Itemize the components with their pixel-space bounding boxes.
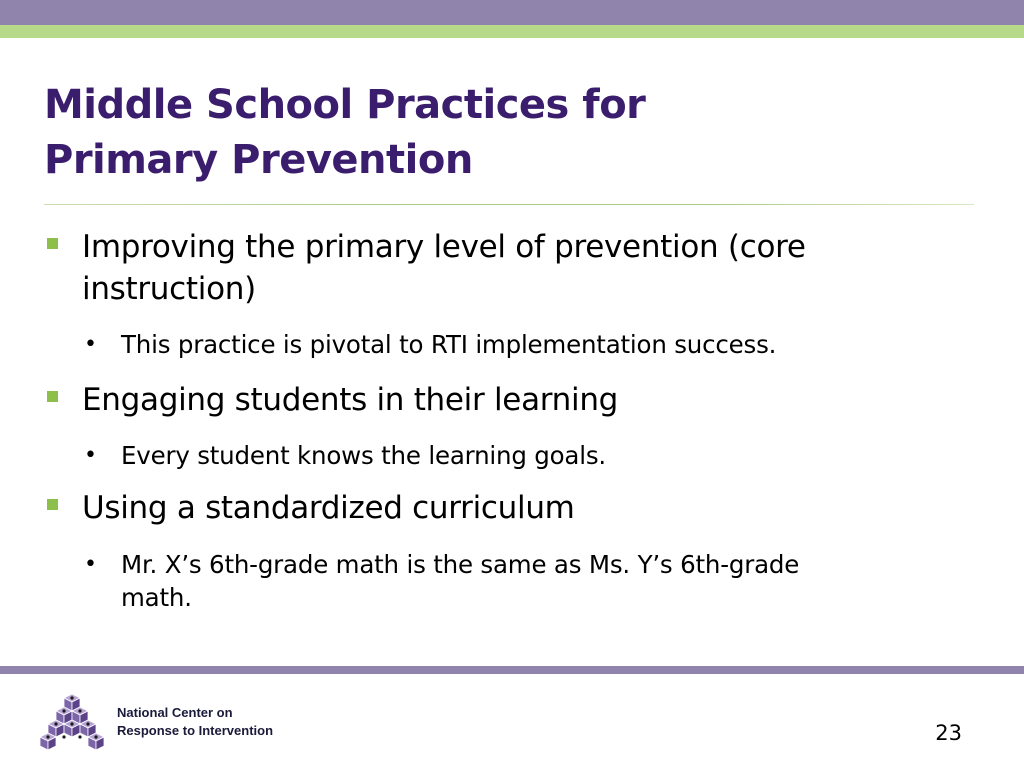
stacked-cubes-logo-icon bbox=[40, 692, 104, 752]
page-number: 23 bbox=[935, 721, 962, 745]
top-bar-green bbox=[0, 25, 1024, 38]
sub-bullet-item-1-text: This practice is pivotal to RTI implementation success. bbox=[121, 330, 777, 359]
bullet-item-2 bbox=[44, 379, 974, 421]
square-bullet-icon bbox=[47, 238, 58, 249]
sub-bullet-item-2 bbox=[44, 439, 974, 472]
round-bullet-icon: • bbox=[84, 332, 97, 357]
organization-name-line-2: Response to Intervention bbox=[117, 723, 274, 738]
top-bar-purple bbox=[0, 0, 1024, 25]
bullet-item-1-line-2: instruction) bbox=[82, 271, 256, 307]
bullet-item-3-text: Using a standardized curriculum bbox=[82, 490, 575, 526]
organization-name bbox=[117, 704, 273, 740]
organization-name-line-1: National Center on bbox=[117, 705, 233, 720]
bullet-item-2-text: Engaging students in their learning bbox=[82, 382, 619, 418]
sub-bullet-item-1 bbox=[44, 328, 974, 361]
bullet-item-1-line-1: Improving the primary level of prevention (core bbox=[82, 229, 806, 265]
slide-title-line-2: Primary Prevention bbox=[44, 137, 473, 183]
slide-title-line-1: Middle School Practices for bbox=[44, 82, 646, 128]
title-divider bbox=[44, 204, 974, 205]
sub-bullet-item-2-text: Every student knows the learning goals. bbox=[121, 441, 606, 470]
sub-bullet-item-3 bbox=[44, 548, 974, 614]
bottom-bar bbox=[0, 666, 1024, 674]
sub-bullet-item-3-line-1: Mr. X’s 6th-grade math is the same as Ms. Y’s 6th-grade bbox=[121, 550, 800, 579]
square-bullet-icon bbox=[47, 391, 58, 402]
square-bullet-icon bbox=[47, 499, 58, 510]
sub-bullet-item-3-line-2: math. bbox=[121, 583, 192, 612]
bullet-item-1 bbox=[44, 226, 974, 310]
bullet-item-3 bbox=[44, 487, 974, 529]
slide-title bbox=[44, 78, 974, 188]
round-bullet-icon: • bbox=[84, 443, 97, 468]
round-bullet-icon: • bbox=[84, 552, 97, 577]
slide-content bbox=[44, 226, 974, 614]
